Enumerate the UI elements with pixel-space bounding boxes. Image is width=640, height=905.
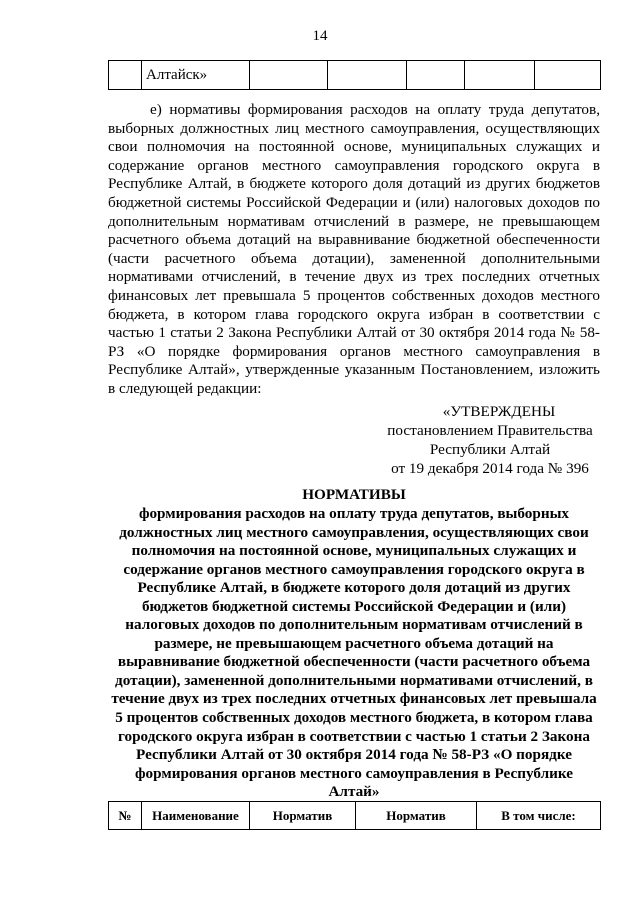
table-cell: [465, 61, 535, 90]
column-header: В том числе:: [477, 802, 601, 830]
table-cell: [109, 61, 142, 90]
table-cell: [535, 61, 601, 90]
approval-stamp: [370, 402, 610, 478]
table-cell: Алтайск»: [142, 61, 250, 90]
table-header-row: [109, 802, 601, 830]
approval-title: «УТВЕРЖДЕНЫ: [442, 403, 556, 420]
continued-table-row: [108, 60, 601, 90]
table-cell: [407, 61, 465, 90]
approval-line: постановлением Правительства: [387, 422, 593, 439]
document-heading: НОРМАТИВЫ: [302, 486, 406, 503]
approval-line: от 19 декабря 2014 года № 396: [391, 460, 589, 477]
column-header: №: [109, 802, 142, 830]
document-subheading: формирования расходов на оплату труда депутатов, выборных должностных лиц местного самоуправления, осуществляющих свои полномочия на постоянной основе, муниципальных служащих и содержание органов местного самоуправления городского округа в Республике Алтай, в бюджете которого доля дотаций из других бюджетов бюджетной системы Российской Федерации и (или) налоговых доходов по дополнительным нормативам отчислений в размере, не превышающем расчетного объема дотаций на выравнивание бюджетной обеспеченности (части расчетного объема дотации), замененной дополнительными нормативами отчислений, в течение двух из трех последних отчетных финансовых лет превышала 5 процентов собственных доходов местного бюджета, в котором глава городского округа избран в соответствии с частью 1 статьи 2 Закона Республики Алтай от 30 октября 2014 года № 58-РЗ «О порядке формирования органов местного самоуправления в Республике Алтай»: [111, 505, 597, 801]
column-header: Норматив: [356, 802, 477, 830]
table-row: [109, 61, 601, 90]
approval-line: Республики Алтай: [429, 441, 551, 458]
body-paragraph: е) нормативы формирования расходов на оплату труда депутатов, выборных должностных лиц местного самоуправления, осуществляющих свои полномочия на постоянной основе, муниципальных служащих и содержание органов местного самоуправления городского округа в Республике Алтай, в бюджете которого доля дотаций из других бюджетов бюджетной системы Российской Федерации и (или) налоговых доходов по дополнительным нормативам отчислений в размере, не превышающем расчетного объема дотаций на выравнивание бюджетной обеспеченности (части расчетного объема дотации), замененной дополнительными нормативами отчислений, в течение двух из трех последних отчетных финансовых лет превышала 5 процентов собственных доходов местного бюджета, в котором глава городского округа избран в соответствии с частью 1 статьи 2 Закона Республики Алтай от 30 октября 2014 года № 58-РЗ «О порядке формирования органов местного самоуправления в Республике Алтай», утвержденные указанным Постановлением, изложить в следующей редакции:: [108, 101, 600, 397]
page-number: 14: [312, 28, 328, 44]
column-header: Норматив: [250, 802, 356, 830]
normatives-table-header: [108, 801, 601, 830]
table-cell: [328, 61, 407, 90]
table-cell: [250, 61, 328, 90]
column-header: Наименование: [142, 802, 250, 830]
